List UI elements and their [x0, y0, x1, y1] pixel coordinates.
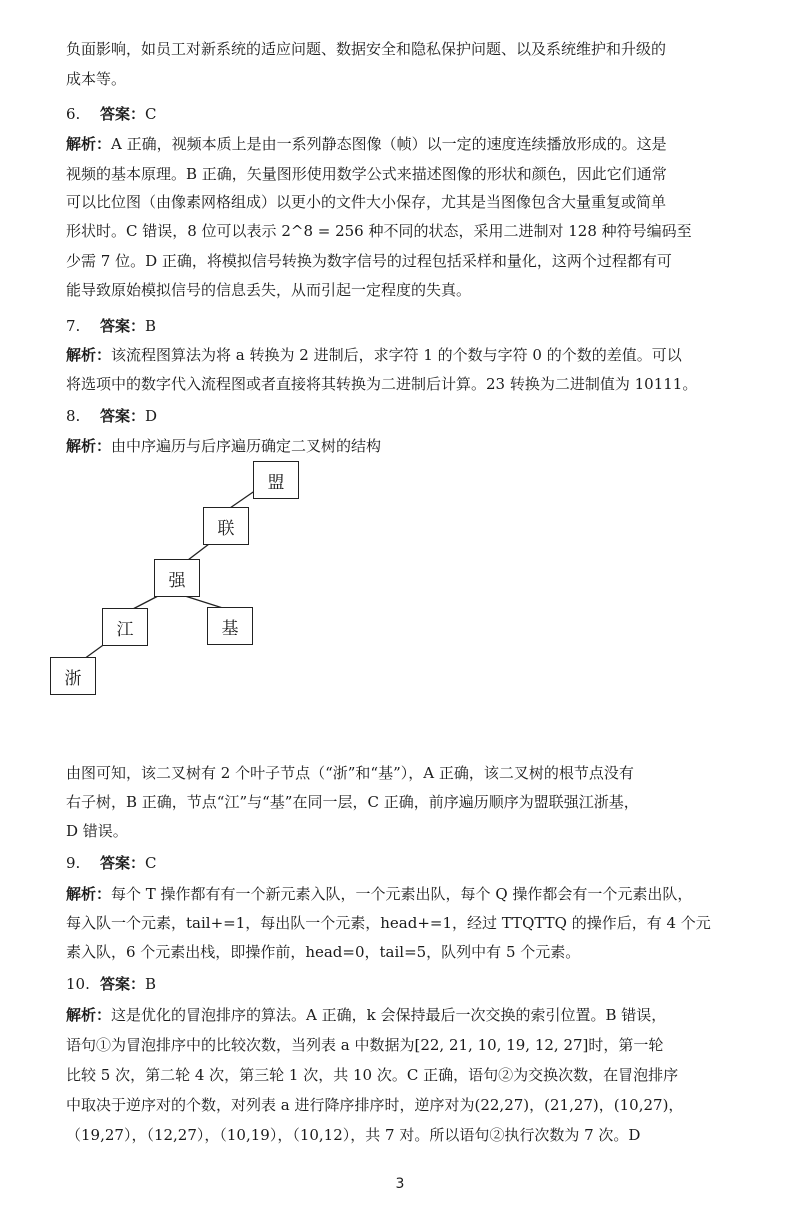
- answer-value: D: [145, 407, 158, 425]
- q6-answer-line: [66, 103, 741, 125]
- question-number: 7.: [66, 317, 81, 335]
- analysis-label: 解析：: [66, 885, 112, 903]
- tree-node: 强: [154, 559, 200, 597]
- text-line: 形状时。C 错误，8 位可以表示 2^8 = 256 种不同的状态，采用二进制对 128 种符号编码至: [66, 222, 692, 240]
- binary-tree-diagram: [40, 458, 340, 718]
- text-line: 将选项中的数字代入流程图或者直接将其转换为二进制后计算。23 转换为二进制值为 10111。: [66, 375, 698, 393]
- analysis-text: 由中序遍历与后序遍历确定二叉树的结构: [111, 437, 382, 455]
- question-number: 6.: [66, 105, 81, 123]
- text-line: 可以比位图（由像素网格组成）以更小的文件大小保存，尤其是当图像包含大量重复或简单: [66, 193, 667, 211]
- text-line: [66, 883, 741, 905]
- q10-answer-line: [66, 973, 741, 995]
- text-line: 由图可知，该二叉树有 2 个叶子节点（“浙”和“基”），A 正确，该二叉树的根节点没有: [66, 764, 634, 782]
- text-line: D 错误。: [66, 822, 128, 840]
- analysis-text: 每个 T 操作都有有一个新元素入队，一个元素出队，每个 Q 操作都会有一个元素出队，: [111, 885, 693, 903]
- text-line: 负面影响，如员工对新系统的适应问题、数据安全和隐私保护问题、以及系统维护和升级的: [66, 40, 667, 58]
- q9-answer-line: [66, 852, 741, 874]
- answer-value: B: [145, 975, 157, 993]
- analysis-text: 这是优化的冒泡排序的算法。A 正确，k 会保持最后一次交换的索引位置。B 错误，: [111, 1006, 667, 1024]
- text-line: 视频的基本原理。B 正确，矢量图形使用数学公式来描述图像的形状和颜色，因此它们通常: [66, 165, 667, 183]
- text-line: [66, 1004, 741, 1026]
- analysis-text: A 正确，视频本质上是由一系列静态图像（帧）以一定的速度连续播放形成的。这是: [111, 135, 667, 153]
- analysis-label: 解析：: [66, 437, 112, 455]
- tree-node: 联: [203, 507, 249, 545]
- text-line: 每入队一个元素，tail+=1，每出队一个元素，head+=1，经过 TTQTTQ 的操作后，有 4 个元: [66, 914, 711, 932]
- tree-node-root: 盟: [253, 461, 299, 499]
- text-line: 语句①为冒泡排序中的比较次数，当列表 a 中数据为[22, 21, 10, 19, 12, 27]时，第一轮: [66, 1036, 664, 1054]
- text-line: （19,27），（12,27），（10,19），（10,12），共 7 对。所以语句②执行次数为 7 次。D: [66, 1126, 641, 1144]
- answer-value: B: [145, 317, 157, 335]
- page-number: 3: [395, 1176, 405, 1192]
- text-line: 素入队，6 个元素出栈，即操作前，head=0，tail=5，队列中有 5 个元素。: [66, 943, 581, 961]
- answer-value: C: [145, 105, 157, 123]
- text-line: [66, 435, 741, 457]
- text-line: 右子树，B 正确，节点“江”与“基”在同一层，C 正确，前序遍历顺序为盟联强江浙基，: [66, 793, 639, 811]
- question-number: 10.: [66, 975, 90, 993]
- answer-label: 答案：: [100, 105, 146, 123]
- answer-value: C: [145, 854, 157, 872]
- analysis-label: 解析：: [66, 135, 112, 153]
- text-line: 少需 7 位。D 正确，将模拟信号转换为数字信号的过程包括采样和量化，这两个过程都有可: [66, 252, 672, 270]
- answer-label: 答案：: [100, 854, 146, 872]
- answer-label: 答案：: [100, 407, 146, 425]
- q8-answer-line: [66, 405, 741, 427]
- answer-label: 答案：: [100, 975, 146, 993]
- text-line: [66, 133, 741, 155]
- tree-node: 江: [102, 608, 148, 646]
- text-line: 能导致原始模拟信号的信息丢失，从而引起一定程度的失真。: [66, 281, 472, 299]
- text-line: 中取决于逆序对的个数，对列表 a 进行降序排序时，逆序对为(22,27)，(21,27)，(10,27)，: [66, 1096, 684, 1114]
- edge-n2-n3: [188, 544, 209, 560]
- text-line: 比较 5 次，第二轮 4 次，第三轮 1 次，共 10 次。C 正确，语句②为交换次数，在冒泡排序: [66, 1066, 679, 1084]
- analysis-text: 该流程图算法为将 a 转换为 2 进制后，求字符 1 的个数与字符 0 的个数的差值。可以: [111, 346, 682, 364]
- analysis-label: 解析：: [66, 1006, 112, 1024]
- q7-answer-line: [66, 315, 741, 337]
- text-line: 成本等。: [66, 70, 127, 88]
- text-line: [66, 344, 741, 366]
- tree-node: 浙: [50, 657, 96, 695]
- question-number: 8.: [66, 407, 81, 425]
- tree-node: 基: [207, 607, 253, 645]
- analysis-label: 解析：: [66, 346, 112, 364]
- answer-label: 答案：: [100, 317, 146, 335]
- question-number: 9.: [66, 854, 81, 872]
